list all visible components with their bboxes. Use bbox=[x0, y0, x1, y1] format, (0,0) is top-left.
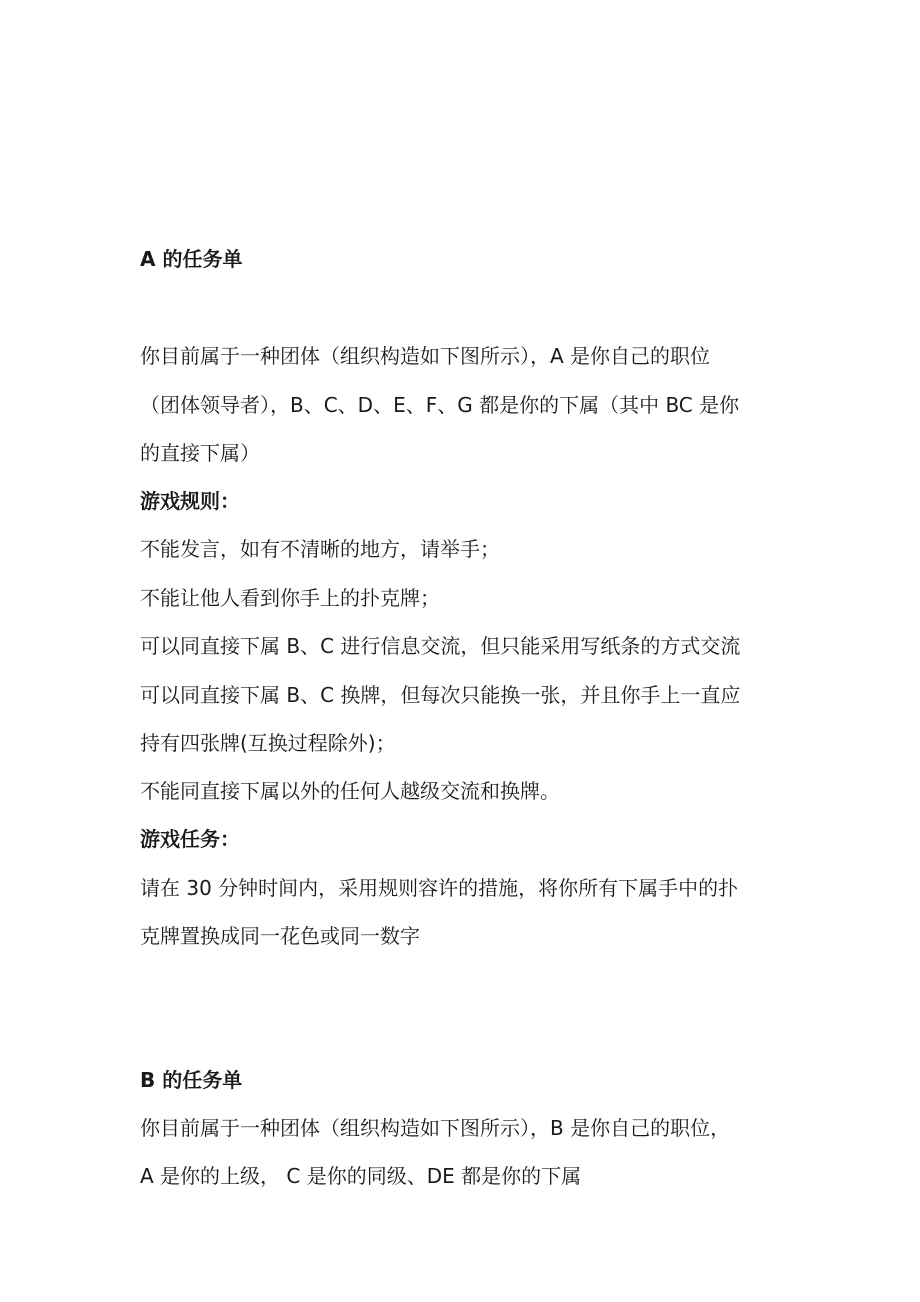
section-b-intro-line-2: A 是你的上级， C 是你的同级、DE 都是你的下属 bbox=[140, 1164, 582, 1188]
section-a-rule-1: 不能发言，如有不清晰的地方，请举手； bbox=[140, 537, 500, 561]
section-a-rule-3: 可以同直接下属 B、C 进行信息交流，但只能采用写纸条的方式交流 bbox=[140, 634, 741, 658]
section-a-rule-4: 可以同直接下属 B、C 换牌，但每次只能换一张，并且你手上一直应 bbox=[140, 683, 741, 707]
section-a-intro-line-2: （团体领导者），B、C、D、E、F、G 都是你的下属（其中 BC 是你 bbox=[140, 393, 740, 417]
section-a-rule-5: 持有四张牌(互换过程除外)； bbox=[140, 731, 396, 755]
section-a-title: A 的任务单 bbox=[140, 247, 243, 271]
section-a-rule-2: 不能让他人看到你手上的扑克牌； bbox=[140, 586, 440, 610]
section-a-rules-heading: 游戏规则： bbox=[140, 489, 240, 513]
section-a-intro-line-3: 的直接下属） bbox=[140, 441, 260, 465]
section-a-task-line-2: 克牌置换成同一花色或同一数字 bbox=[140, 924, 420, 948]
section-b-title: B 的任务单 bbox=[140, 1068, 243, 1092]
section-a-rule-6: 不能同直接下属以外的任何人越级交流和换牌。 bbox=[140, 779, 560, 803]
section-b-intro-line-1: 你目前属于一种团体（组织构造如下图所示），B 是你自己的职位， bbox=[140, 1116, 731, 1140]
section-a-intro-line-1: 你目前属于一种团体（组织构造如下图所示），A 是你自己的职位 bbox=[140, 344, 711, 368]
section-a-task-line-1: 请在 30 分钟时间内，采用规则容许的措施，将你所有下属手中的扑 bbox=[140, 876, 739, 900]
section-a-task-heading: 游戏任务： bbox=[140, 827, 240, 851]
